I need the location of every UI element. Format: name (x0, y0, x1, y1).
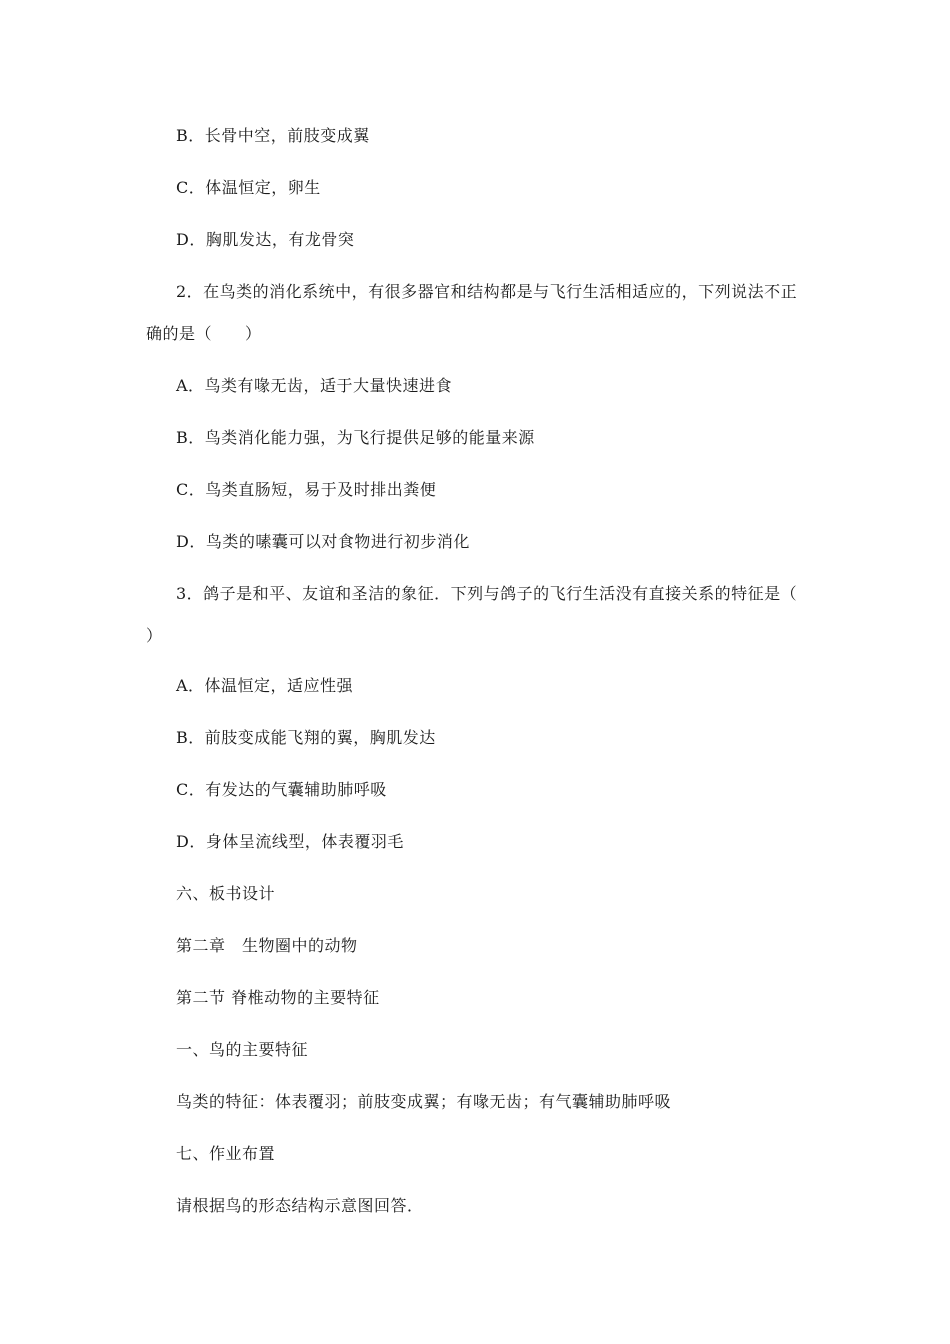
option-1c: C．体温恒定，卵生 (176, 178, 321, 197)
question-3: 3．鸽子是和平、友谊和圣洁的象征．下列与鸽子的飞行生活没有直接关系的特征是（ (176, 584, 798, 603)
option-3d: D．身体呈流线型，体表覆羽毛 (176, 832, 404, 851)
option-3b: B．前肢变成能飞翔的翼，胸肌发达 (176, 728, 436, 747)
option-2b: B．鸟类消化能力强，为飞行提供足够的能量来源 (176, 428, 535, 447)
question-3-continued: ） (146, 626, 163, 645)
bird-features-text: 鸟类的特征：体表覆羽；前肢变成翼；有喙无齿；有气囊辅助肺呼吸 (176, 1092, 672, 1111)
section-heading-homework: 七、作业布置 (176, 1144, 276, 1163)
question-2-continued: 确的是（ ） (146, 324, 262, 343)
option-3c: C．有发达的气囊辅助肺呼吸 (176, 780, 387, 799)
option-1b: B．长骨中空，前肢变成翼 (176, 126, 370, 145)
option-3a: A．体温恒定，适应性强 (176, 676, 354, 695)
question-2: 2．在鸟类的消化系统中，有很多器官和结构都是与飞行生活相适应的，下列说法不正 (176, 282, 798, 301)
section-title: 第二节 脊椎动物的主要特征 (176, 988, 380, 1007)
option-2a: A．鸟类有喙无齿，适于大量快速进食 (176, 376, 453, 395)
homework-instruction: 请根据鸟的形态结构示意图回答． (176, 1196, 424, 1215)
option-1d: D．胸肌发达，有龙骨突 (176, 230, 355, 249)
subsection-title: 一、鸟的主要特征 (176, 1040, 309, 1059)
option-2c: C．鸟类直肠短，易于及时排出粪便 (176, 480, 437, 499)
option-2d: D．鸟类的嗉囊可以对食物进行初步消化 (176, 532, 470, 551)
chapter-title: 第二章 生物圈中的动物 (176, 936, 358, 955)
section-heading-blackboard: 六、板书设计 (176, 884, 276, 903)
